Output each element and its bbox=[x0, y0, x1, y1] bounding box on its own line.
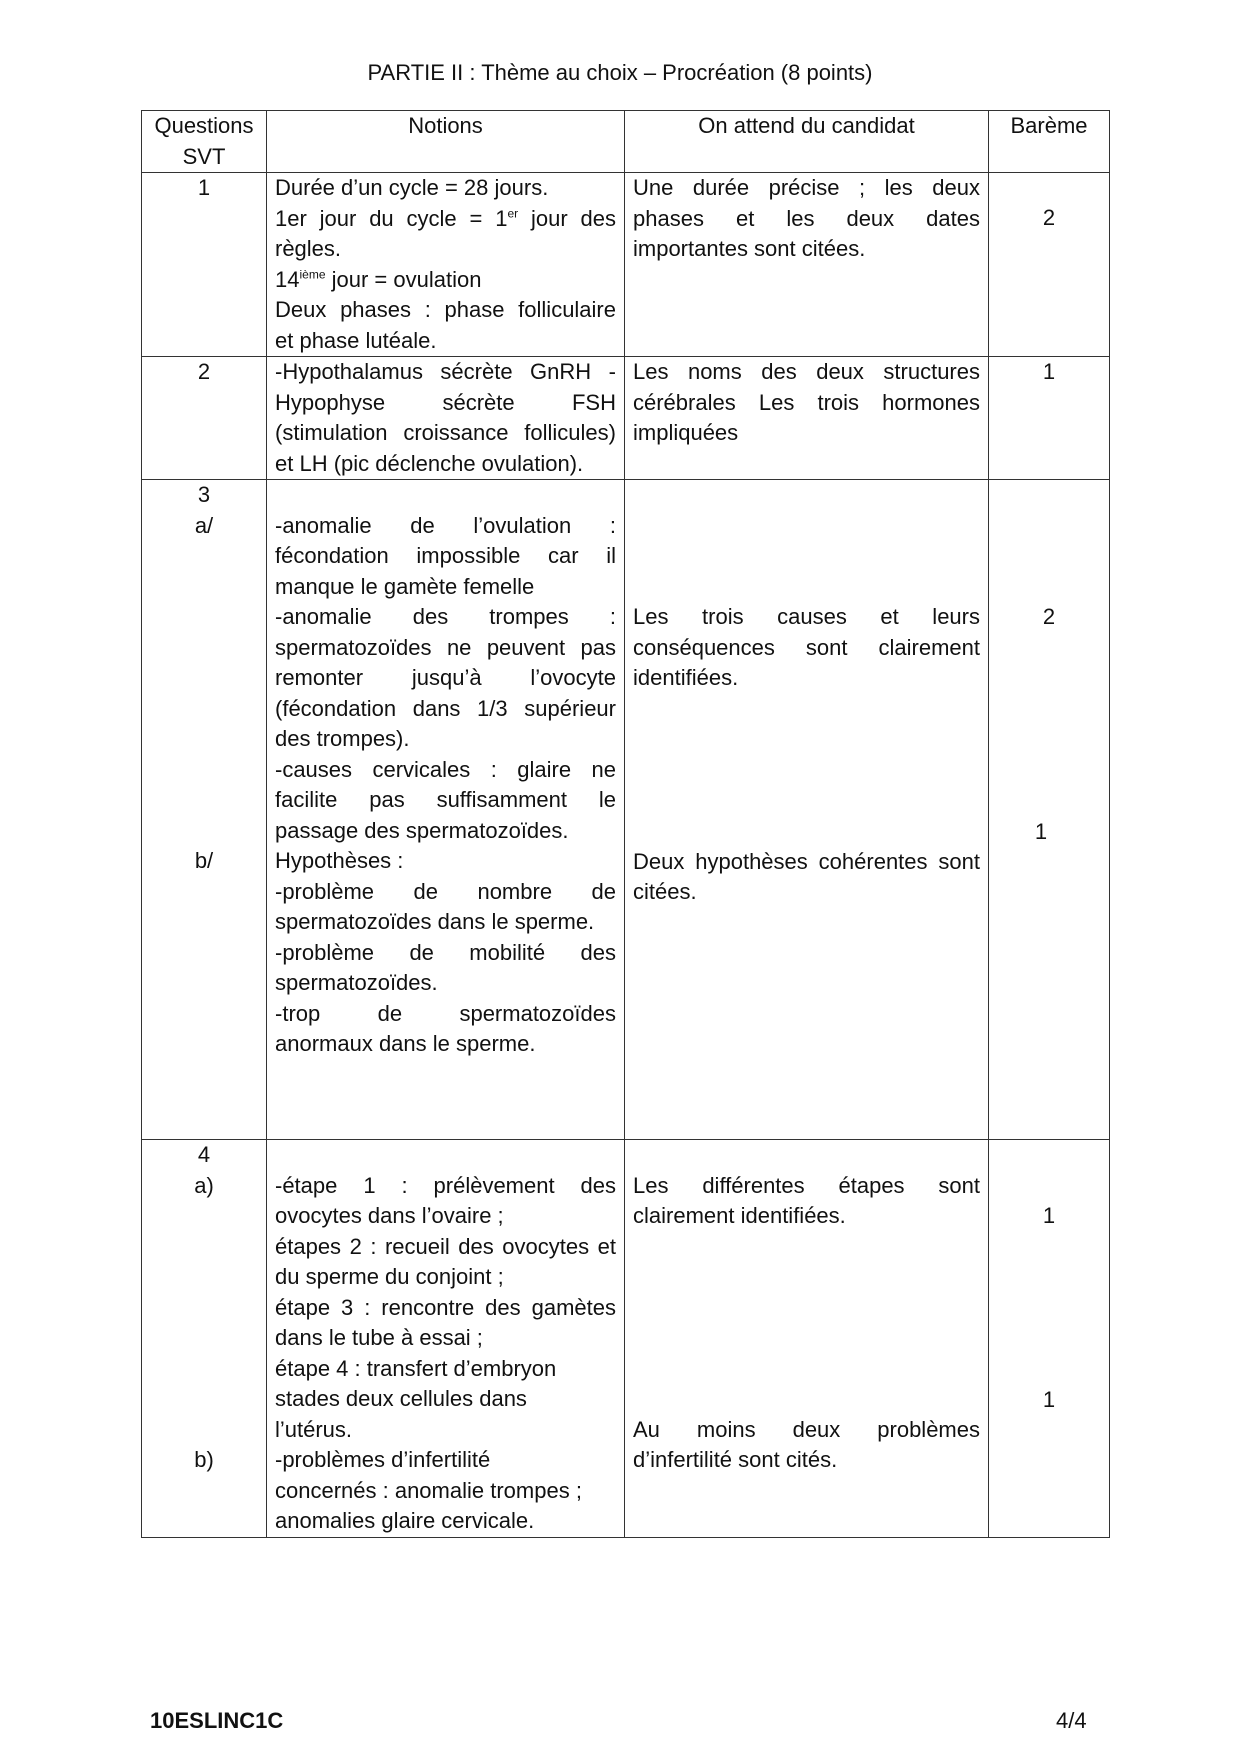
question-cell bbox=[142, 1140, 267, 1538]
notion-line: -problèmes d’infertilité bbox=[275, 1447, 491, 1472]
table-row bbox=[142, 173, 1110, 357]
question-number: 3 bbox=[197, 482, 211, 507]
bareme-cell: 2 bbox=[989, 173, 1110, 357]
notion-line: concernés : anomalie trompes ; bbox=[275, 1477, 582, 1503]
notion-paragraph: -problème de mobilité des spermatozoïdes. bbox=[275, 939, 616, 995]
notion-line: 14ième jour = ovulation bbox=[275, 266, 482, 292]
notion-line: anomalies glaire cervicale. bbox=[275, 1508, 535, 1533]
attendu-cell bbox=[625, 1140, 989, 1538]
page-title: PARTIE II : Thème au choix – Procréation (8 points) bbox=[367, 60, 873, 85]
notion-line: Durée d’un cycle = 28 jours. bbox=[275, 175, 549, 200]
table-row bbox=[142, 480, 1110, 1140]
notions-cell: -Hypothalamus sécrète GnRH -Hypophyse sécrète FSH (stimulation croissance follicules) et LH (pic déclenche ovulation). bbox=[267, 357, 625, 480]
notion-line: règles. bbox=[275, 236, 342, 261]
notions-cell bbox=[267, 173, 625, 357]
table-header-row bbox=[142, 111, 1110, 173]
page-number: 4/4 bbox=[1056, 1708, 1087, 1733]
notion-paragraph: étape 3 : rencontre des gamètes dans le tube à essai ; bbox=[275, 1294, 616, 1350]
notions-cell bbox=[267, 480, 625, 1140]
attendu-b: Au moins deux problèmes d’infertilité sont cités. bbox=[633, 1416, 980, 1472]
attendu-cell: Les noms des deux structures cérébrales Les trois hormones impliquées bbox=[625, 357, 989, 480]
question-number: 2 bbox=[142, 357, 267, 480]
notion-line: 1er jour du cycle = 1er jour des bbox=[275, 205, 616, 231]
notion-paragraph: étape 4 : transfert d’embryon stades deux cellules dans l’utérus. bbox=[275, 1355, 557, 1442]
grading-table bbox=[141, 110, 1110, 1538]
question-number: 4 bbox=[197, 1142, 211, 1167]
bareme-a: 1 bbox=[1042, 1203, 1056, 1228]
sub-question-b: b) bbox=[194, 1447, 214, 1472]
bareme-b: 1 bbox=[1034, 818, 1048, 844]
header-bareme: Barème bbox=[989, 111, 1110, 173]
question-cell bbox=[142, 480, 267, 1140]
notion-paragraph: -causes cervicales : glaire ne facilite pas suffisamment le passage des spermatozoïdes. bbox=[275, 756, 616, 843]
bareme-cell: 1 bbox=[989, 357, 1110, 480]
attendu-b: Deux hypothèses cohérentes sont citées. bbox=[633, 848, 980, 904]
sub-question-a: a) bbox=[194, 1172, 214, 1198]
bareme-cell bbox=[989, 1140, 1110, 1538]
notions-cell bbox=[267, 1140, 625, 1538]
notion-paragraph: -trop de spermatozoïdes anormaux dans le sperme. bbox=[275, 1000, 616, 1056]
attendu-a: Les différentes étapes sont clairement identifiées. bbox=[633, 1172, 980, 1228]
sub-question-b: b/ bbox=[194, 848, 214, 873]
attendu-cell: Une durée précise ; les deux phases et les deux dates importantes sont citées. bbox=[625, 173, 989, 357]
question-number: 1 bbox=[142, 173, 267, 357]
attendu-a: Les trois causes et leurs conséquences sont clairement identifiées. bbox=[633, 604, 980, 690]
notion-heading: Hypothèses : bbox=[275, 848, 404, 873]
header-questions: Questions SVT bbox=[142, 111, 267, 173]
notion-paragraph: -anomalie de l’ovulation : fécondation impossible car il manque le gamète femelle bbox=[275, 512, 616, 599]
notion-paragraph: -problème de nombre de spermatozoïdes dans le sperme. bbox=[275, 878, 616, 934]
attendu-cell bbox=[625, 480, 989, 1140]
notion-paragraph: -anomalie des trompes : spermatozoïdes ne peuvent pas remonter jusqu’à l’ovocyte (fécondation dans 1/3 supérieur des trompes). bbox=[275, 604, 616, 751]
table-row bbox=[142, 357, 1110, 480]
notion-line: et phase lutéale. bbox=[275, 327, 437, 353]
notion-paragraph: -étape 1 : prélèvement des ovocytes dans l’ovaire ; bbox=[275, 1172, 616, 1228]
sub-question-a: a/ bbox=[194, 512, 214, 538]
header-notions: Notions bbox=[267, 111, 625, 173]
table-row bbox=[142, 1140, 1110, 1538]
bareme-cell bbox=[989, 480, 1110, 1140]
notion-paragraph: étapes 2 : recueil des ovocytes et du sperme du conjoint ; bbox=[275, 1233, 616, 1289]
bareme-a: 2 bbox=[1042, 604, 1056, 629]
header-attendu: On attend du candidat bbox=[625, 111, 989, 173]
notion-line: Deux phases : phase folliculaire bbox=[275, 297, 616, 322]
document-code: 10ESLINC1C bbox=[150, 1708, 284, 1733]
bareme-b: 1 bbox=[1042, 1386, 1056, 1412]
